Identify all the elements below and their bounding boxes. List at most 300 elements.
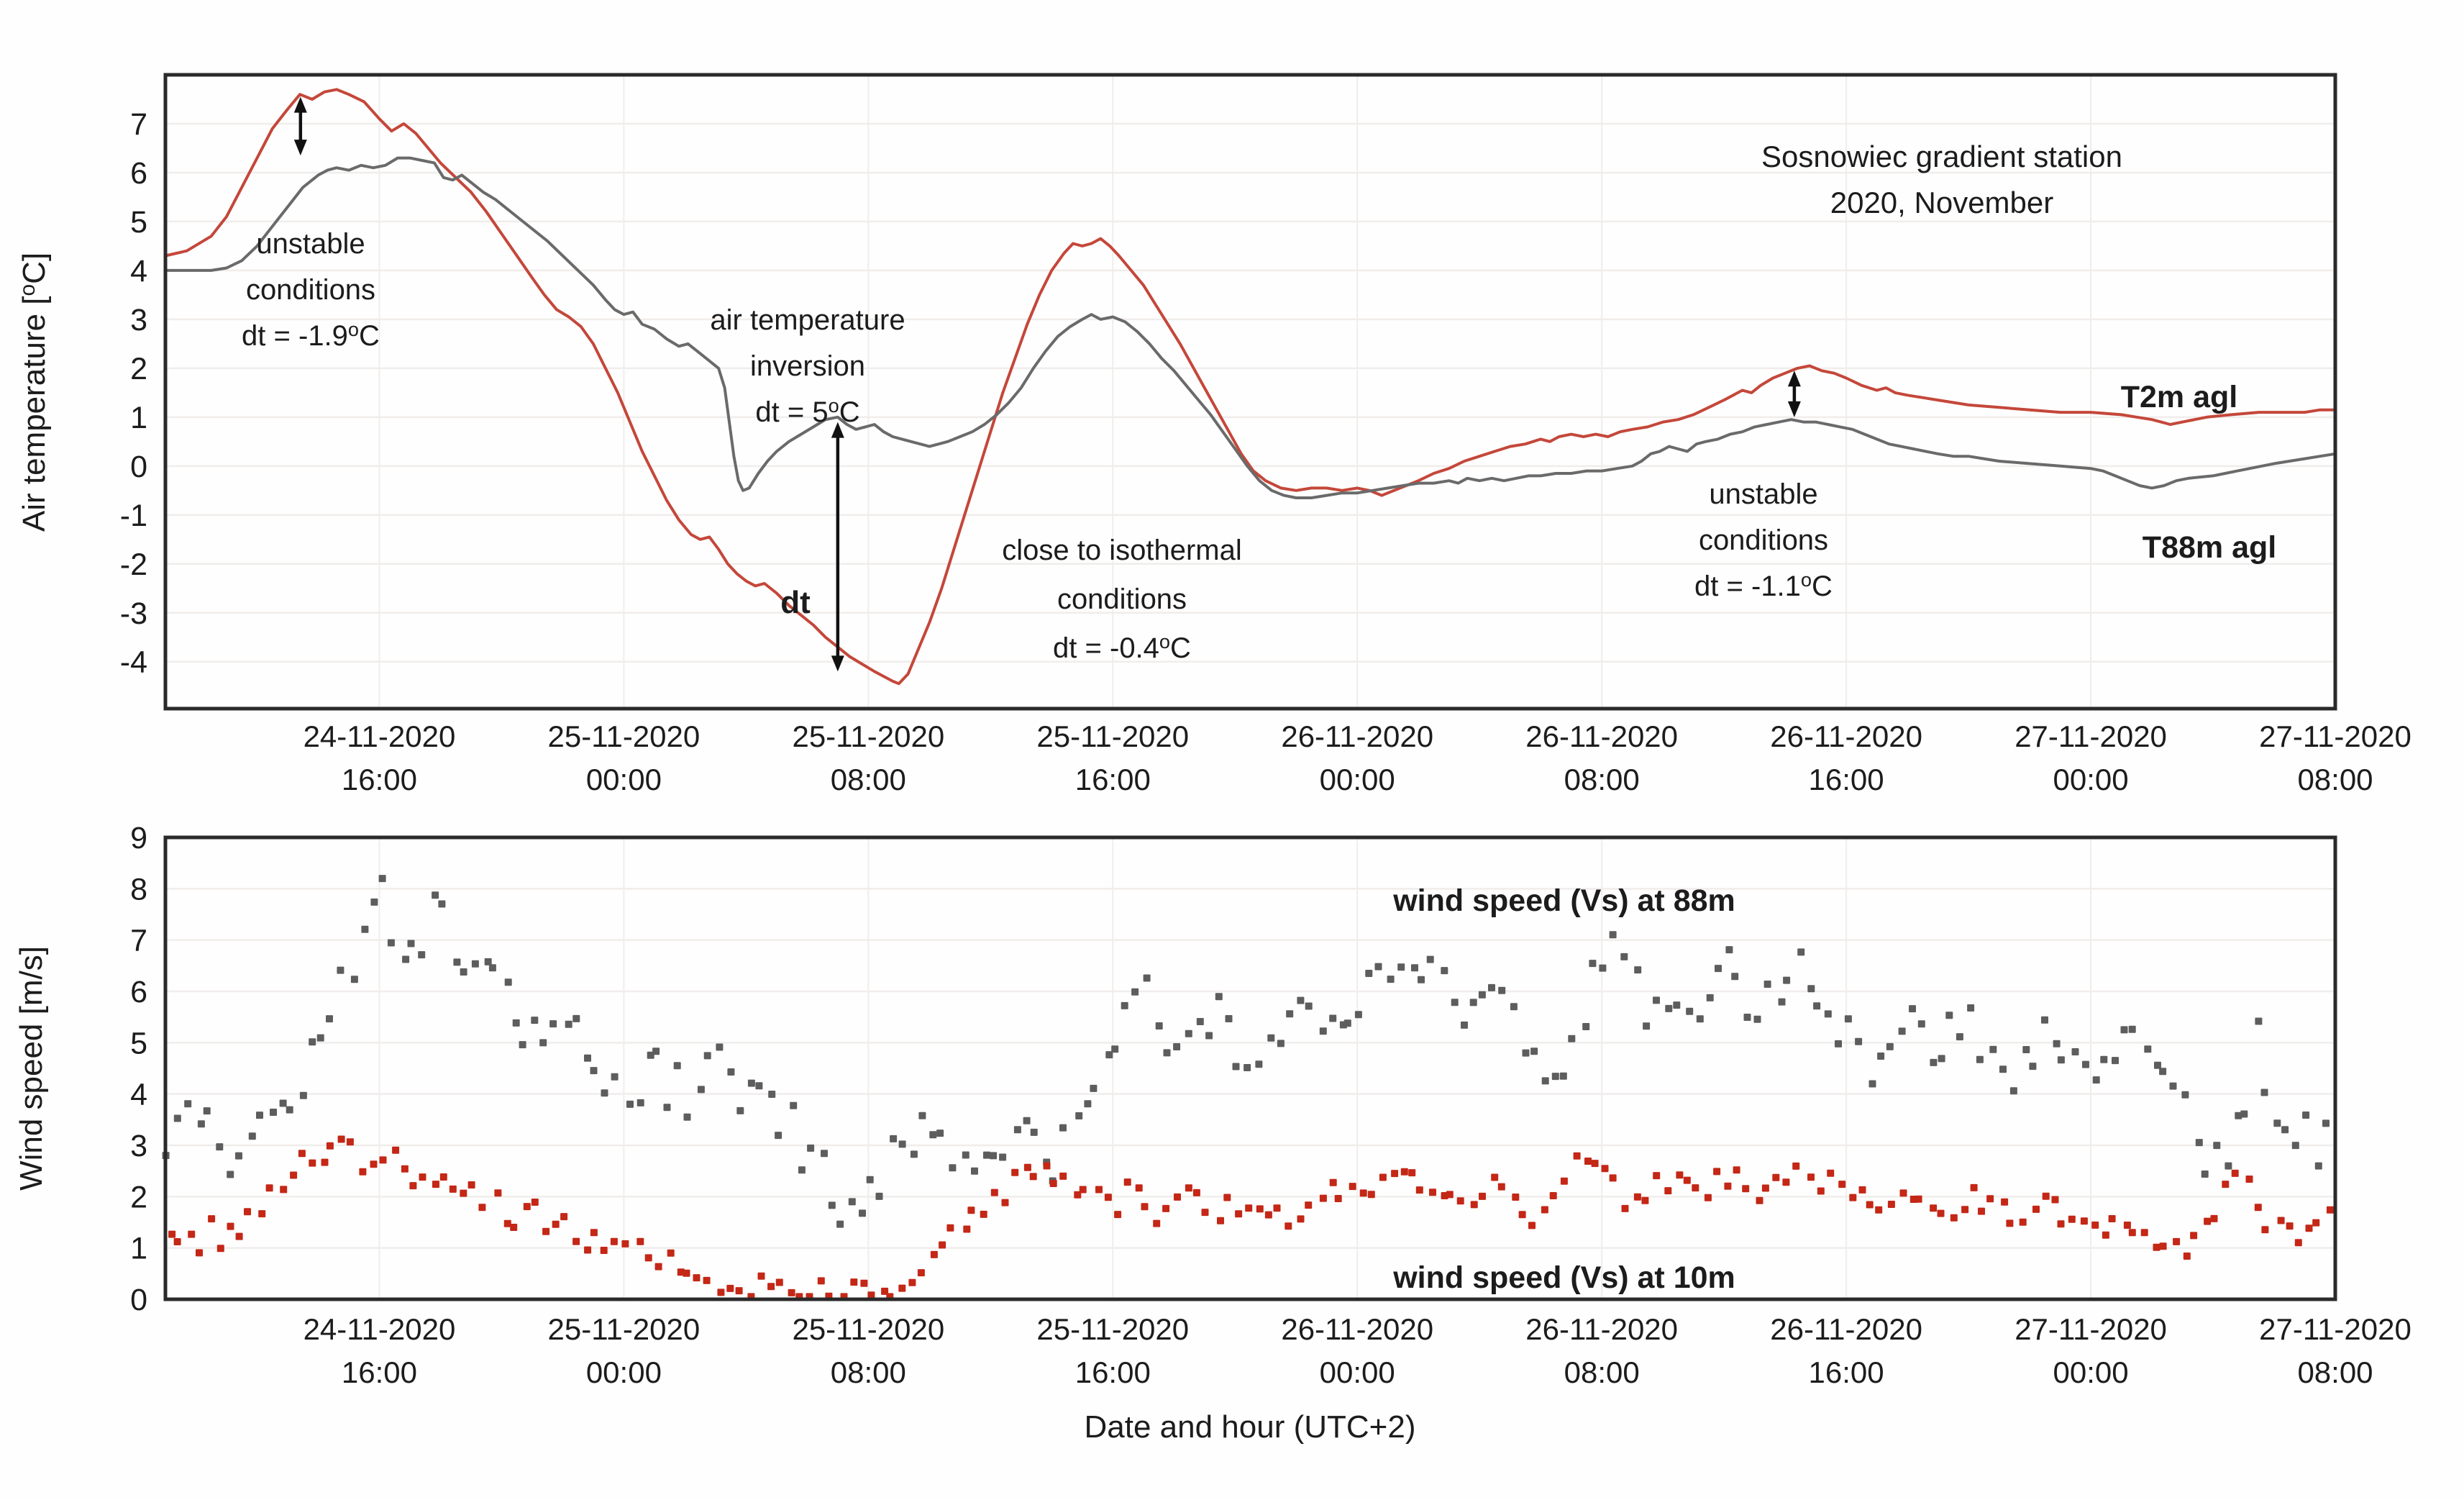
wind10-scatter-dot: [347, 1138, 354, 1145]
temperature-plot-ticks: [120, 107, 2411, 796]
wind88-scatter-dot: [1510, 1003, 1518, 1010]
wind88-scatter-dot: [198, 1120, 205, 1127]
wind10-scatter-dot: [703, 1277, 711, 1284]
wind88-scatter-dot: [1164, 1049, 1171, 1056]
wind10-scatter-dot: [401, 1165, 409, 1173]
wind88-scatter-dot: [1023, 1117, 1031, 1124]
wind10-scatter-dot: [2184, 1253, 2191, 1260]
wind88-scatter-dot: [2129, 1026, 2136, 1033]
wind10-scatter-dot: [460, 1190, 467, 1197]
wind88-scatter-dot: [549, 1020, 557, 1027]
wind10-scatter-dot: [860, 1280, 867, 1287]
arrow-head-down: [294, 140, 307, 155]
wind88-scatter-dot: [2022, 1046, 2030, 1053]
wind88-scatter-dot: [2201, 1171, 2209, 1178]
wind88-scatter-dot: [2112, 1057, 2119, 1064]
wind10-scatter-dot: [1782, 1178, 1789, 1186]
wind88-scatter-dot: [300, 1092, 307, 1099]
wind88-scatter-dot: [1568, 1035, 1575, 1042]
wind88-scatter-dot: [280, 1100, 287, 1107]
wind10-scatter-dot: [717, 1288, 724, 1296]
wind88-scatter-dot: [505, 978, 512, 986]
wind10-scatter-dot: [850, 1278, 857, 1286]
wind10-scatter-dot: [478, 1204, 485, 1211]
wind88-scatter-dot: [2121, 1026, 2128, 1033]
wind88-scatter-dot: [2100, 1056, 2107, 1063]
wind10-scatter-dot: [2153, 1244, 2160, 1251]
wind10-scatter-dot: [1772, 1174, 1779, 1181]
wind10-scatter-dot: [2222, 1181, 2229, 1188]
wind88-scatter-dot: [1967, 1004, 1974, 1012]
wind88-scatter-dot: [326, 1015, 333, 1022]
wind88-scatter-dot: [716, 1044, 723, 1051]
x-tick-time: 00:00: [1319, 1355, 1395, 1389]
wind88-scatter-dot: [1707, 994, 1714, 1001]
wind88-scatter-dot: [453, 958, 460, 965]
wind88-scatter-dot: [684, 1114, 691, 1121]
wind88-scatter-dot: [590, 1067, 598, 1074]
wind10-scatter-dot: [767, 1283, 775, 1290]
wind10-scatter-dot: [168, 1231, 175, 1238]
wind88-scatter-dot: [2281, 1126, 2289, 1133]
y-tick-label: 9: [130, 821, 147, 855]
wind88-scatter-dot: [1523, 1050, 1530, 1057]
wind88-scatter-dot: [513, 1019, 520, 1027]
wind88-scatter-dot: [1731, 973, 1738, 980]
x-tick-time: 16:00: [1808, 1355, 1884, 1389]
y-tick-label: -4: [119, 645, 147, 680]
annotation-isothermal-line3: dt = $-0.4^oC$: [1053, 630, 1191, 664]
wind10-scatter-dot: [683, 1270, 690, 1277]
annotation-dt-label: dt: [780, 585, 811, 620]
wind10-scatter-dot: [1297, 1215, 1305, 1222]
wind88-scatter-dot: [1173, 1043, 1180, 1050]
wind10-scatter-dot: [1561, 1178, 1568, 1185]
wind10-scatter-dot: [898, 1285, 905, 1292]
wind10-scatter-dot: [1162, 1205, 1169, 1212]
wind10-scatter-dot: [1762, 1185, 1769, 1192]
wind10-scatter-dot: [636, 1238, 644, 1245]
wind10-scatter-dot: [726, 1285, 734, 1292]
wind10-scatter-dot: [590, 1229, 598, 1236]
wind10-scatter-dot: [1724, 1183, 1731, 1190]
wind88-scatter-dot: [1686, 1008, 1693, 1015]
wind10-scatter-dot: [693, 1274, 701, 1281]
wind10-scatter-dot: [258, 1210, 265, 1217]
arrow-head-down: [1788, 401, 1801, 417]
wind88-scatter-dot: [1989, 1046, 1997, 1053]
wind88-scatter-dot: [204, 1107, 211, 1114]
wind88-scatter-dot: [2322, 1119, 2330, 1127]
wind88-scatter-dot: [768, 1091, 775, 1098]
wind88-scatter-dot: [1835, 1040, 1842, 1047]
wind88-scatter-dot: [1754, 1016, 1761, 1023]
y-tick-label: 0: [130, 449, 147, 484]
wind-series-layer: [163, 875, 2334, 1300]
wind88-scatter-dot: [1059, 1124, 1067, 1132]
x-tick-time: 16:00: [1074, 763, 1151, 796]
wind10-scatter-dot: [1217, 1217, 1224, 1224]
wind10-scatter-dot: [1360, 1189, 1367, 1196]
wind88-scatter-dot: [1320, 1027, 1327, 1035]
wind10-scatter-dot: [2124, 1222, 2131, 1229]
wind88-scatter-dot: [1909, 1005, 1916, 1012]
wind88-scatter-dot: [1764, 981, 1771, 988]
annotation-unstable-left-line1: unstable: [256, 228, 365, 260]
wind10-scatter-dot: [409, 1182, 416, 1189]
wind88-scatter-dot: [867, 1176, 874, 1183]
wind10-scatter-dot: [309, 1160, 316, 1167]
wind88-scatter-dot: [2315, 1163, 2322, 1170]
wind10-scatter-dot: [419, 1173, 426, 1181]
y-tick-label: 3: [130, 302, 147, 337]
annotation-unstable-right-line2: conditions: [1698, 524, 1829, 556]
wind10-scatter-dot: [1950, 1214, 1958, 1222]
wind10-scatter-dot: [174, 1238, 181, 1245]
wind10-scatter-dot: [1446, 1191, 1454, 1198]
wind88-scatter-dot: [1244, 1064, 1251, 1071]
x-tick-date: 26-11-2020: [1281, 719, 1434, 753]
wind88-scatter-dot: [2072, 1048, 2079, 1055]
wind10-scatter-dot: [918, 1269, 925, 1276]
wind10-scatter-dot: [1185, 1184, 1192, 1191]
wind10-scatter-dot: [1849, 1194, 1856, 1201]
wind88-scatter-dot: [1552, 1073, 1559, 1080]
wind88-scatter-dot: [1869, 1081, 1876, 1088]
x-tick-time: 16:00: [1074, 1355, 1151, 1389]
wind88-scatter-dot: [1976, 1056, 1984, 1063]
wind88-scatter-dot: [1397, 963, 1405, 971]
wind10-scatter-dot: [2211, 1215, 2218, 1222]
wind10-scatter-dot: [1550, 1192, 1557, 1199]
wind10-scatter-dot: [338, 1136, 345, 1143]
wind88-scatter-dot: [1930, 1059, 1937, 1066]
wind88-scatter-dot: [1111, 1045, 1118, 1053]
wind88-scatter-dot: [1634, 966, 1641, 973]
x-tick-time: 00:00: [585, 1355, 662, 1389]
t2m-temperature-line: [165, 89, 2335, 683]
wind88-scatter-dot: [748, 1080, 755, 1087]
wind88-scatter-dot: [309, 1038, 316, 1045]
wind88-scatter-dot: [539, 1039, 547, 1046]
wind10-scatter-dot: [1756, 1197, 1763, 1204]
y-tick-label: 4: [130, 253, 147, 288]
wind88-scatter-dot: [2181, 1091, 2189, 1099]
wind88-scatter-dot: [2213, 1142, 2220, 1149]
wind10-scatter-dot: [1059, 1173, 1067, 1180]
wind10-scatter-dot: [1900, 1189, 1907, 1196]
wind88-scatter-dot: [1286, 1010, 1293, 1017]
wind88-scatter-dot: [388, 940, 395, 947]
wind10-scatter-dot: [298, 1150, 306, 1157]
wind88-scatter-dot: [1918, 1020, 1925, 1027]
wind10-scatter-dot: [1349, 1183, 1356, 1190]
x-tick-date: 27-11-2020: [2014, 1312, 2167, 1346]
wind88-scatter-dot: [1673, 1001, 1680, 1009]
wind10-scatter-dot: [266, 1184, 273, 1191]
wind10-scatter-dot: [1634, 1194, 1641, 1201]
wind88-scatter-dot: [2240, 1111, 2248, 1118]
y-tick-label: 5: [130, 1026, 147, 1061]
wind88-scatter-dot: [1329, 1015, 1336, 1022]
wind10-scatter-dot: [531, 1199, 539, 1206]
wind10-scatter-dot: [1827, 1170, 1834, 1177]
wind10-scatter-dot: [1335, 1195, 1342, 1202]
x-tick-time: 16:00: [341, 763, 418, 796]
y-tick-label: 6: [130, 155, 147, 191]
wind10-scatter-dot: [2261, 1226, 2268, 1233]
wind10-scatter-dot: [1986, 1195, 1994, 1202]
wind88-scatter-dot: [1144, 975, 1151, 982]
wind88-scatter-dot: [1488, 984, 1495, 991]
wind88-scatter-dot: [1451, 999, 1459, 1006]
wind88-scatter-dot: [698, 1086, 705, 1093]
t88m-series-label: T88m agl: [2142, 530, 2277, 565]
wind10-scatter-dot: [2109, 1215, 2116, 1222]
wind88-scatter-dot: [1411, 964, 1418, 971]
wind88-scatter-dot: [2261, 1089, 2268, 1096]
y-tick-label: 2: [130, 1180, 147, 1215]
wind10-scatter-dot: [1256, 1205, 1264, 1212]
wind10-scatter-dot: [1368, 1191, 1375, 1198]
wind88-scatter-dot: [775, 1132, 782, 1139]
wind10-scatter-dot: [1457, 1197, 1464, 1204]
wind88-scatter-dot: [1744, 1014, 1751, 1021]
x-axis-title: Date and hour (UTC+2): [1084, 1409, 1416, 1445]
wind88-scatter-dot: [270, 1109, 277, 1116]
x-tick-date: 25-11-2020: [792, 1312, 945, 1346]
wind10-scatter-dot: [1602, 1165, 1609, 1172]
wind10-scatter-dot: [370, 1160, 378, 1168]
wind88-scatter-dot: [1387, 976, 1395, 983]
wind88-scatter-dot: [184, 1100, 191, 1107]
wind10-scatter-dot: [601, 1247, 608, 1254]
wind10-scatter-dot: [1664, 1187, 1671, 1194]
wind10-scatter-dot: [1888, 1201, 1895, 1208]
wind88-scatter-dot: [256, 1112, 263, 1119]
wind88-scatter-dot: [1620, 953, 1628, 960]
wind10-scatter-dot: [1202, 1209, 1209, 1216]
wind10-scatter-dot: [432, 1181, 439, 1188]
wind88-scatter-dot: [2082, 1061, 2089, 1068]
wind10-scatter-dot: [327, 1142, 334, 1150]
station-caption-line1: Sosnowiec gradient station: [1761, 140, 2122, 173]
x-tick-date: 24-11-2020: [303, 1312, 456, 1346]
wind10-scatter-dot: [908, 1279, 916, 1286]
wind10-scatter-dot: [1245, 1204, 1252, 1212]
wind10-scatter-dot: [980, 1211, 987, 1218]
wind10-scatter-dot: [1713, 1168, 1720, 1175]
wind88-scatter-dot: [983, 1152, 990, 1159]
wind10-scatter-dot: [494, 1189, 501, 1196]
wind10-scatter-dot: [450, 1186, 457, 1193]
x-tick-date: 26-11-2020: [1525, 719, 1679, 753]
wind10-scatter-dot: [1807, 1173, 1815, 1181]
x-tick-date: 26-11-2020: [1281, 1312, 1434, 1346]
wind88-scatter-dot: [1807, 985, 1815, 992]
wind10-scatter-dot: [1961, 1206, 1968, 1213]
wind88-scatter-dot: [1233, 1063, 1240, 1071]
x-tick-time: 08:00: [2297, 763, 2373, 796]
wind88-scatter-dot: [460, 968, 467, 976]
wind10-scatter-dot: [611, 1238, 618, 1245]
wind10-scatter-dot: [2295, 1239, 2302, 1246]
wind88-scatter-dot: [949, 1164, 956, 1171]
wind10-scatter-dot: [217, 1245, 224, 1252]
t2m-series-label: T2m agl: [2120, 380, 2238, 414]
wind10-scatter-dot: [321, 1159, 329, 1166]
wind88-scatter-dot: [2144, 1045, 2151, 1053]
wind10-scatter-dot: [1330, 1179, 1337, 1186]
wind10-scatter-dot: [359, 1168, 366, 1176]
wind88-scatter-dot: [1205, 1032, 1213, 1040]
wind10-scatter-dot: [1692, 1184, 1699, 1191]
wind88-scatter-dot: [2302, 1112, 2309, 1119]
wind88-scatter-dot: [2273, 1119, 2281, 1127]
wind88-scatter-dot: [2029, 1063, 2036, 1070]
wind10-scatter-dot: [1592, 1160, 1599, 1167]
wind10-scatter-dot: [1792, 1163, 1799, 1170]
wind10-scatter-dot: [1817, 1188, 1825, 1195]
wind10-scatter-dot: [1401, 1168, 1408, 1176]
wind88-scatter-dot: [2255, 1018, 2262, 1025]
wind88-scatter-dot: [1582, 1023, 1589, 1030]
wind88-scatter-dot: [2170, 1083, 2177, 1090]
wind10-scatter-dot: [1265, 1212, 1272, 1219]
wind88-scatter-dot: [1470, 999, 1477, 1006]
wind88-scatter-dot: [1589, 960, 1596, 967]
wind88-scatter-dot: [1267, 1035, 1274, 1042]
wind10-scatter-dot: [963, 1226, 970, 1233]
wind10-scatter-dot: [2052, 1196, 2059, 1204]
x-tick-date: 25-11-2020: [547, 1312, 701, 1346]
wind10-scatter-dot: [1153, 1220, 1160, 1227]
x-tick-time: 00:00: [2053, 1355, 2129, 1389]
wind10-scatter-dot: [1044, 1163, 1051, 1170]
wind10-scatter-dot: [1379, 1174, 1387, 1181]
wind10-scatter-dot: [208, 1215, 215, 1222]
wind10-scatter-dot: [2006, 1219, 2013, 1227]
annotation-inversion-line3: dt = $5^oC$: [755, 394, 860, 428]
wind10-scatter-dot: [1610, 1174, 1617, 1181]
wind10-scatter-dot: [2020, 1219, 2027, 1226]
wind88-scatter-dot: [1121, 1002, 1128, 1009]
wind88-scatter-dot: [1825, 1010, 1832, 1017]
y-tick-label: 1: [130, 1231, 147, 1266]
wind88-scatter-dot: [736, 1107, 744, 1114]
wind10-scatter-dot: [542, 1228, 549, 1235]
x-tick-date: 27-11-2020: [2014, 719, 2167, 753]
wind10-scatter-dot: [2232, 1170, 2239, 1177]
wind88-scatter-dot: [1665, 1005, 1672, 1012]
wind88-scatter-dot: [1899, 1027, 1906, 1035]
wind10-scatter-dot: [1971, 1184, 1978, 1191]
wind88-scatter-dot: [1498, 987, 1505, 994]
annotation-unstable-left-line3: dt = $-1.9^oC$: [242, 318, 380, 352]
wind10-scatter-dot: [621, 1240, 629, 1247]
x-tick-time: 00:00: [2053, 763, 2129, 796]
wind88-scatter-dot: [2093, 1076, 2100, 1083]
x-tick-date: 25-11-2020: [547, 719, 701, 753]
wind10-scatter-dot: [2286, 1222, 2294, 1229]
wind10-scatter-dot: [1584, 1158, 1592, 1165]
wind88-scatter-dot: [1797, 948, 1804, 955]
wind10-scatter-dot: [1742, 1185, 1749, 1192]
wind88-scatter-dot: [859, 1209, 866, 1217]
wind10-scatter-dot: [2278, 1217, 2285, 1224]
wind88-scatter-dot: [1599, 965, 1606, 972]
wind10-scatter-dot: [1498, 1183, 1505, 1191]
y-tick-label: -1: [119, 498, 147, 533]
wind10-scatter-dot: [1866, 1201, 1874, 1209]
wind88-scatter-dot: [971, 1168, 978, 1175]
wind88-scatter-dot: [438, 901, 445, 908]
wind88-scatter-dot: [1365, 970, 1372, 977]
temperature-y-axis-title: Air temperature [$^o$C]: [15, 252, 52, 532]
wind10-scatter-dot: [1320, 1195, 1327, 1202]
wind88-scatter-dot: [962, 1152, 969, 1159]
wind10-scatter-dot: [2001, 1199, 2008, 1206]
wind88-scatter-dot: [990, 1152, 997, 1159]
wind10-scatter-dot: [818, 1277, 825, 1284]
wind88-scatter-dot: [1479, 991, 1486, 999]
wind88-scatter-dot: [519, 1041, 526, 1048]
wind88-scatter-dot: [790, 1102, 797, 1109]
annotation-inversion-line2: inversion: [749, 350, 866, 382]
x-tick-date: 27-11-2020: [2259, 719, 2411, 753]
wind88-scatter-dot: [918, 1112, 926, 1119]
wind88-scatter-dot: [807, 1145, 814, 1152]
wind88-scatter-dot: [849, 1198, 856, 1205]
wind88-scatter-dot: [1305, 1003, 1313, 1010]
wind88-series-label: wind speed (Vs) at 88m: [1393, 883, 1735, 918]
wind-y-axis-title: Wind speed [m/s]: [14, 946, 49, 1191]
wind10-scatter-dot: [227, 1223, 234, 1230]
wind10-scatter-dot: [2312, 1219, 2319, 1227]
y-tick-label: 6: [130, 975, 147, 1009]
wind10-scatter-dot: [1930, 1204, 1937, 1212]
wind10-scatter-dot: [196, 1249, 203, 1256]
wind10-scatter-dot: [2190, 1232, 2197, 1239]
wind88-scatter-dot: [2053, 1040, 2061, 1047]
wind10-scatter-dot: [244, 1208, 251, 1215]
wind10-scatter-dot: [1124, 1178, 1131, 1186]
wind10-scatter-dot: [1938, 1210, 1945, 1217]
y-tick-label: 4: [130, 1077, 147, 1112]
station-caption-line2: 2020, November: [1830, 186, 2054, 219]
wind10-scatter-dot: [1223, 1194, 1231, 1201]
wind88-scatter-dot: [1999, 1065, 2007, 1073]
x-tick-time: 00:00: [1319, 763, 1395, 796]
x-tick-date: 25-11-2020: [1036, 1312, 1190, 1346]
wind10-scatter-dot: [1141, 1203, 1149, 1210]
wind10-scatter-dot: [1676, 1171, 1683, 1178]
wind10-scatter-dot: [1978, 1208, 1985, 1215]
wind10-scatter-dot: [1416, 1186, 1423, 1194]
wind88-scatter-dot: [1697, 1015, 1704, 1022]
wind88-scatter-dot: [584, 1055, 591, 1062]
wind10-scatter-dot: [1479, 1193, 1486, 1200]
wind88-scatter-dot: [727, 1068, 734, 1076]
wind88-scatter-dot: [565, 1021, 572, 1028]
wind10-scatter-dot: [931, 1251, 938, 1258]
wind10-scatter-dot: [1471, 1201, 1478, 1208]
wind10-scatter-dot: [188, 1231, 195, 1238]
wind88-scatter-dot: [637, 1099, 644, 1106]
wind10-scatter-dot: [1174, 1194, 1181, 1201]
wind88-scatter-dot: [1075, 1112, 1082, 1119]
wind88-scatter-dot: [432, 891, 439, 899]
